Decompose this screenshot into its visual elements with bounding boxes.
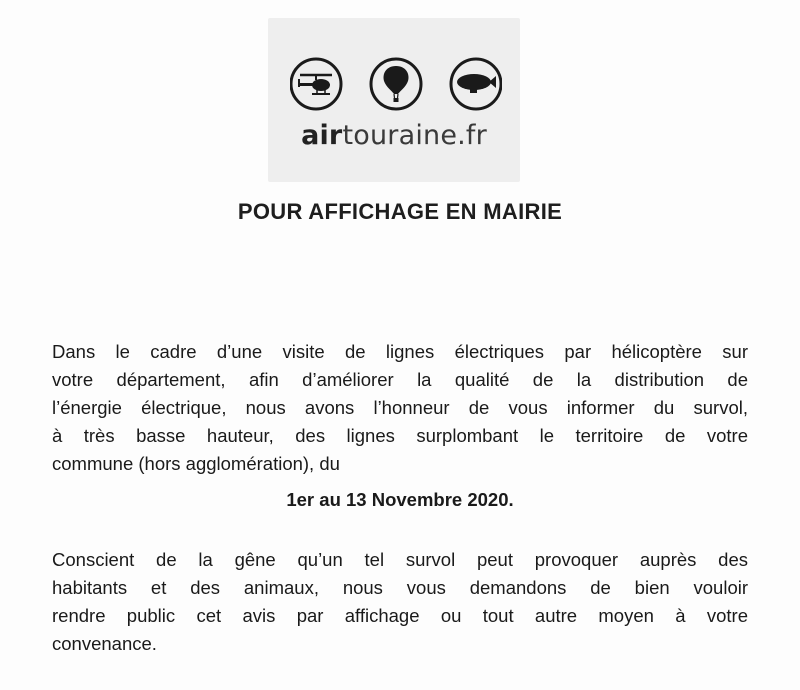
paragraph-line: votre département, afin d’améliorer la qualité de la distribution de [52,369,748,390]
paragraph-line: Conscient de la gêne qu’un tel survol peut provoquer auprès des [52,549,748,570]
logo-icons [290,56,502,112]
page-title: POUR AFFICHAGE EN MAIRIE [237,199,563,224]
airship-icon [451,59,501,109]
paragraph-line: habitants et des animaux, nous vous demandons de bien vouloir [52,577,748,598]
paragraph-line: commune (hors agglomération), du [52,453,340,474]
logo-wordmark [268,120,520,151]
logo-wordmark-rest: touraine.fr [342,120,487,151]
helicopter-icon [291,59,341,109]
paragraph-request [52,546,748,658]
airtouraine-logo [268,18,520,182]
paragraph-line: convenance. [52,633,157,654]
logo-wordmark-bold: air [301,120,343,151]
paragraph-line: Dans le cadre d’une visite de lignes électriques par hélicoptère sur [52,341,748,362]
hot-air-balloon-icon [371,59,421,109]
paragraph-line: à très basse hauteur, des lignes surplombant le territoire de votre [52,425,748,446]
paragraph-line: l’énergie électrique, nous avons l’honneur de vous informer du survol, [52,397,748,418]
paragraph-intro [52,338,748,478]
paragraph-line: rendre public cet avis par affichage ou tout autre moyen à votre [52,605,748,626]
date-range: 1er au 13 Novembre 2020. [286,489,514,510]
